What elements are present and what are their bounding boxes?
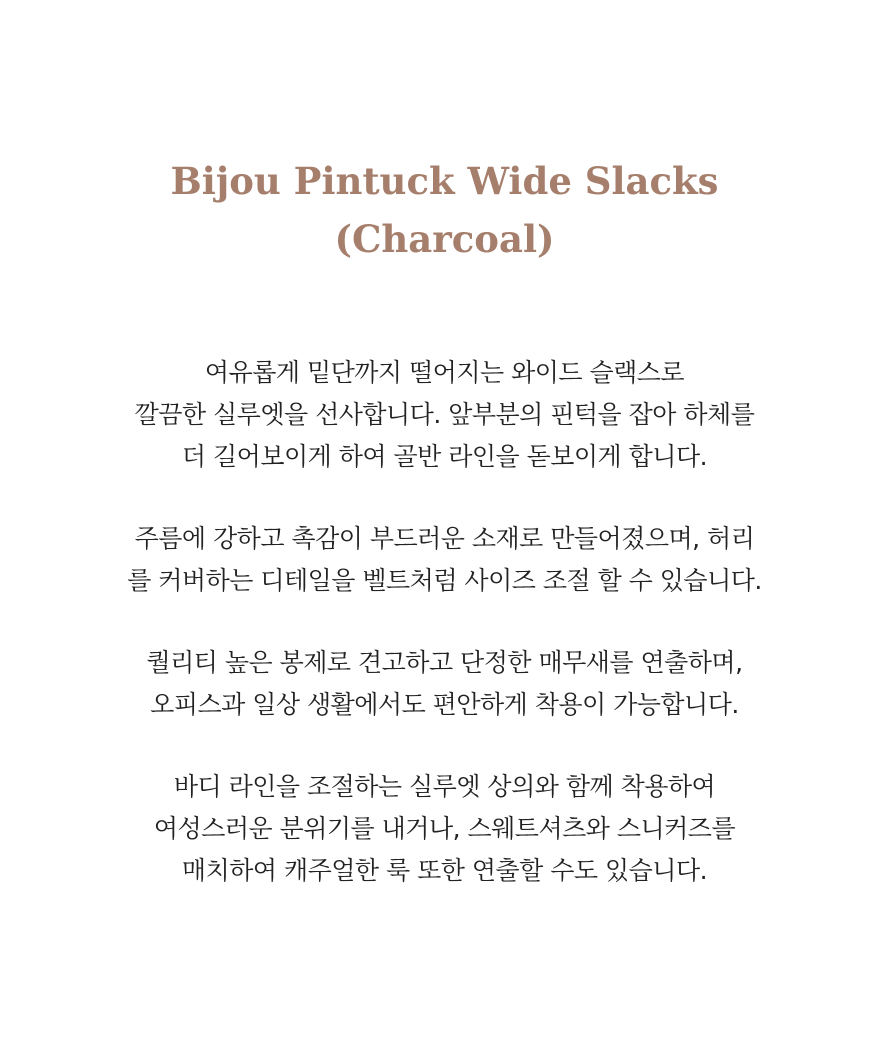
description-line: 바디 라인을 조절하는 실루엣 상의와 함께 착용하여 [173,772,716,801]
product-title-line-1: Bijou Pintuck Wide Slacks [170,159,719,203]
description-line: 매치하여 캐주얼한 룩 또한 연출할 수도 있습니다. [181,856,708,885]
description-paragraph-4 [0,766,889,892]
product-title [0,152,889,268]
description-line: 퀄리티 높은 봉제로 견고하고 단정한 매무새를 연출하며, [146,648,743,677]
description-paragraph-3 [0,642,889,726]
description-line: 여유롭게 밑단까지 떨어지는 와이드 슬랙스로 [204,358,685,387]
description-line: 오피스과 일상 생활에서도 편안하게 착용이 가능합니다. [150,690,739,719]
description-paragraph-2 [0,518,889,602]
product-title-line-2: (Charcoal) [334,217,555,261]
description-body [0,352,889,892]
description-line: 주름에 강하고 촉감이 부드러운 소재로 만들어졌으며, 허리 [134,524,755,553]
description-line: 더 길어보이게 하여 골반 라인을 돋보이게 합니다. [181,442,708,471]
description-line: 를 커버하는 디테일을 벨트처럼 사이즈 조절 할 수 있습니다. [127,566,762,595]
description-paragraph-1 [0,352,889,478]
description-line: 깔끔한 실루엣을 선사합니다. 앞부분의 핀턱을 잡아 하체를 [134,400,755,429]
description-line: 여성스러운 분위기를 내거나, 스웨트셔츠와 스니커즈를 [153,814,736,843]
